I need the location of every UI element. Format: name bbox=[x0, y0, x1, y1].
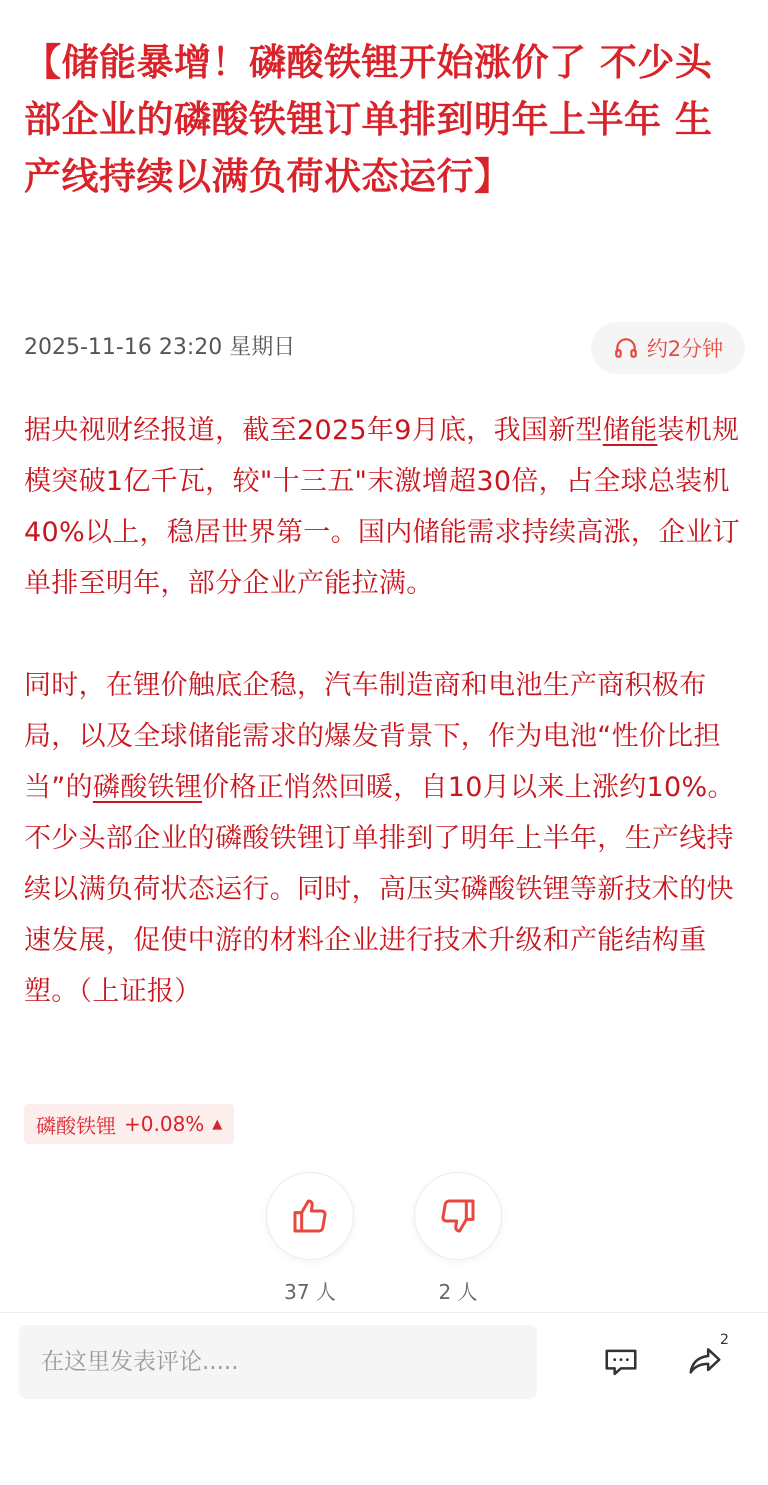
up-arrow-icon: ▲ bbox=[212, 1116, 223, 1132]
stock-tag[interactable] bbox=[24, 1104, 234, 1144]
audio-duration-label: 约2分钟 bbox=[646, 337, 724, 361]
comment-input[interactable] bbox=[19, 1325, 537, 1399]
comment-button[interactable] bbox=[598, 1340, 644, 1384]
paragraph-1: 据央视财经报道，截至2025年9月底，我国新型储能装机规模突破1亿千瓦，较"十三五"末激增超30倍，占全球总装机40%以上，稳居世界第一。国内储能需求持续高涨，企业订单排至明年，部分企业产能拉满。 bbox=[24, 415, 741, 599]
share-count: 2 bbox=[720, 1332, 729, 1348]
audio-play-button[interactable] bbox=[591, 322, 745, 374]
article-title: 【储能暴增！磷酸铁锂开始涨价了 不少头部企业的磷酸铁锂订单排到明年上半年 生产线持续以满负荷状态运行】 bbox=[24, 41, 713, 198]
headphones-icon bbox=[613, 335, 639, 361]
like-vote bbox=[266, 1172, 354, 1305]
keyword-link-lfp[interactable]: 磷酸铁锂 bbox=[92, 772, 203, 803]
thumbs-up-icon bbox=[290, 1196, 330, 1236]
like-count: 37 人 bbox=[284, 1280, 336, 1304]
paragraph-2: 同时，在锂价触底企稳，汽车制造商和电池生产商积极布局，以及全球储能需求的爆发背景下，作为电池“性价比担当”的磷酸铁锂价格正悄然回暖，自10月以来上涨约10%。不少头部企业的磷酸铁锂订单排到了明年上半年，生产线持续以满负荷状态运行。同时，高压实磷酸铁锂等新技术的快速发展，促使中游的材料企业进行技术升级和产能结构重塑。（上证报） bbox=[24, 670, 735, 1007]
publish-date: 2025-11-16 23:20 星期日 bbox=[24, 335, 296, 360]
comment-icon bbox=[601, 1343, 641, 1381]
share-icon bbox=[685, 1343, 725, 1381]
dislike-button[interactable] bbox=[414, 1172, 502, 1260]
dislike-vote bbox=[414, 1172, 502, 1305]
bottom-divider bbox=[0, 1312, 768, 1313]
keyword-link-storage[interactable]: 储能 bbox=[602, 415, 658, 446]
thumbs-down-icon bbox=[438, 1196, 478, 1236]
stock-change: +0.08% bbox=[124, 1112, 205, 1136]
dislike-count: 2 人 bbox=[438, 1280, 478, 1304]
stock-name: 磷酸铁锂 bbox=[36, 1113, 116, 1138]
article-body bbox=[24, 405, 746, 1017]
like-button[interactable] bbox=[266, 1172, 354, 1260]
